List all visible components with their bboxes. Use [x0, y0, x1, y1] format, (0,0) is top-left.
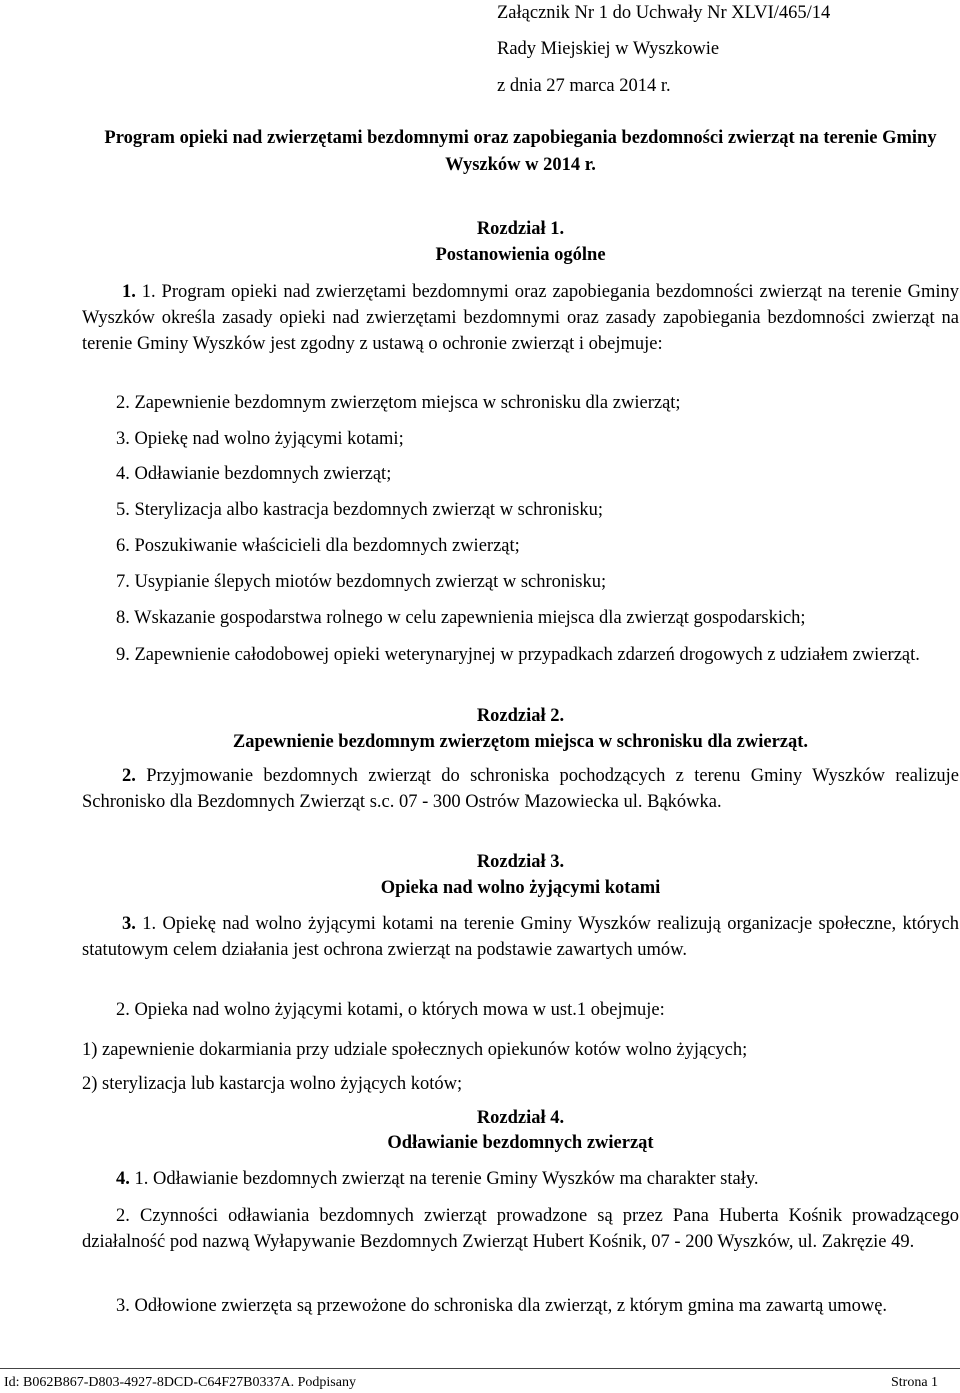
list-item: 8. Wskazanie gospodarstwa rolnego w celu zapewnienia miejsca dla zwierząt gospodarskich;: [116, 608, 806, 628]
footer-divider: [0, 1368, 960, 1369]
chapter-1-heading: Rozdział 1.: [476, 219, 565, 239]
paragraph-number: 4.: [116, 1169, 130, 1189]
chapter-4-paragraph: [116, 1170, 759, 1189]
paragraph-text: 1. Odławianie bezdomnych zwierząt na terenie Gminy Wyszków ma charakter stały.: [134, 1169, 759, 1189]
list-item: 5. Sterylizacja albo kastracja bezdomnych zwierząt w schronisku;: [116, 500, 603, 520]
list-item: 2. Zapewnienie bezdomnym zwierzętom miejsca w schronisku dla zwierząt;: [116, 393, 681, 413]
list-item: 9. Zapewnienie całodobowej opieki weterynaryjnej w przypadkach zdarzeń drogowych z udziałem zwierząt.: [116, 645, 920, 665]
paragraph-number: 2.: [122, 766, 136, 786]
chapter-2-subheading: Zapewnienie bezdomnym zwierzętom miejsca w schronisku dla zwierząt.: [232, 732, 809, 752]
list-item: 6. Poszukiwanie właścicieli dla bezdomnych zwierząt;: [116, 536, 520, 556]
chapter-1-subheading: Postanowienia ogólne: [435, 245, 606, 265]
chapter-3-heading: Rozdział 3.: [476, 852, 565, 872]
footer-document-id: Id: B062B867-D803-4927-8DCD-C64F27B0337A. Podpisany: [4, 1375, 356, 1390]
chapter-2-heading: Rozdział 2.: [476, 706, 565, 726]
paragraph-text: 1. Program opieki nad zwierzętami bezdomnymi oraz zapobiegania bezdomności zwierząt na terenie Gminy Wyszków określa zasady opieki nad zwierzętami bezdomnymi oraz zasady zapobiegania bezdomności zwierząt na terenie Gminy Wyszków jest zgodny z ustawą o ochronie zwierząt i obejmuje:: [82, 282, 959, 354]
paragraph-number: 3.: [122, 914, 136, 934]
list-item: 4. Odławianie bezdomnych zwierząt;: [116, 464, 392, 484]
chapter-4-point-2: 2. Czynności odławiania bezdomnych zwierząt prowadzone są przez Pana Huberta Kośnik prowadzącego działalność pod nazwą Wyłapywanie Bezdomnych Zwierząt Hubert Kośnik, 07 - 200 Wyszków, ul. Zakręzie 49.: [82, 1206, 959, 1252]
chapter-3-subheading: Opieka nad wolno żyjącymi kotami: [380, 878, 661, 898]
chapter-3-subpoint-1: 1) zapewnienie dokarmiania przy udziale społecznych opiekunów kotów wolno żyjących;: [82, 1040, 748, 1060]
paragraph-number: 1.: [122, 282, 136, 302]
chapter-3-point-2: 2. Opieka nad wolno żyjącymi kotami, o których mowa w ust.1 obejmuje:: [116, 1000, 665, 1020]
list-item: 7. Usypianie ślepych miotów bezdomnych zwierząt w schronisku;: [116, 572, 607, 592]
header-line-3: z dnia 27 marca 2014 r.: [497, 76, 671, 96]
footer-page-number: Strona 1: [891, 1375, 939, 1390]
header-line-2: Rady Miejskiej w Wyszkowie: [497, 39, 720, 59]
chapter-2-paragraph: [82, 763, 959, 815]
paragraph-text: Przyjmowanie bezdomnych zwierząt do schroniska pochodzących z terenu Gminy Wyszków realizuje Schronisko dla Bezdomnych Zwierząt s.c. 07 - 300 Ostrów Mazowiecka ul. Bąkówka.: [82, 766, 960, 812]
document-title: Program opieki nad zwierzętami bezdomnymi oraz zapobiegania bezdomności zwierząt na terenie Gminy Wyszków w 2014 r.: [104, 128, 937, 175]
chapter-4-point-3: 3. Odłowione zwierzęta są przewożone do schroniska dla zwierząt, z którym gmina ma zawartą umowę.: [116, 1296, 888, 1316]
chapter-4-subheading: Odławianie bezdomnych zwierząt: [387, 1133, 654, 1153]
chapter-3-subpoint-2: 2) sterylizacja lub kastarcja wolno żyjących kotów;: [82, 1074, 463, 1094]
chapter-3-paragraph: [82, 911, 959, 963]
list-item: 3. Opiekę nad wolno żyjącymi kotami;: [116, 429, 404, 449]
paragraph-text: 1. Opiekę nad wolno żyjącymi kotami na terenie Gminy Wyszków realizują organizacje społeczne, których statutowym celem działania jest ochrona zwierząt na podstawie zawartych umów.: [82, 914, 960, 960]
header-line-1: Załącznik Nr 1 do Uchwały Nr XLVI/465/14: [497, 3, 831, 23]
chapter-4-heading: Rozdział 4.: [476, 1108, 565, 1128]
chapter-1-paragraph: [82, 279, 959, 357]
